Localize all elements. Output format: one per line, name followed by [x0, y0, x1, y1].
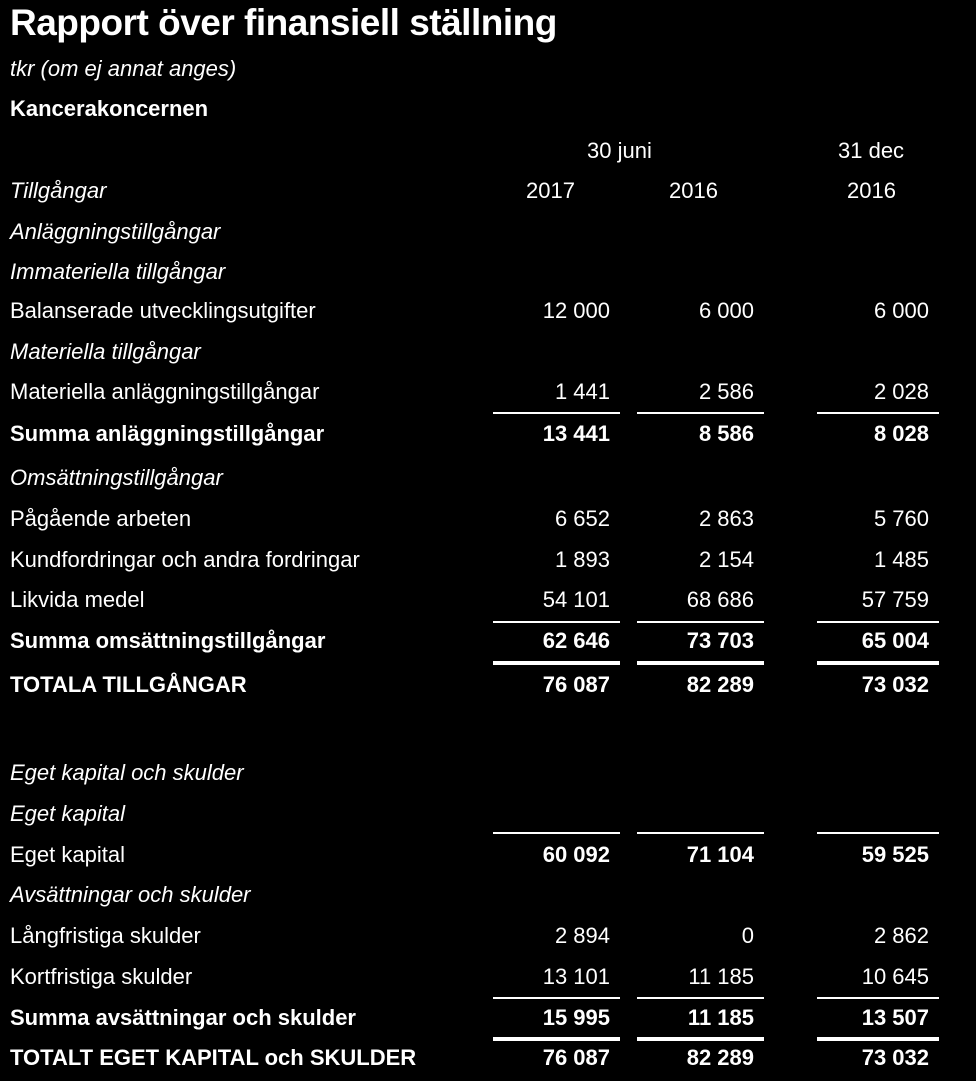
report-title: Rapport över finansiell ställning: [10, 2, 557, 43]
period-header-dec: 31 dec: [838, 138, 905, 163]
value-2017: 1 441: [554, 379, 610, 404]
table-row: [0, 506, 976, 542]
value-2016-dec: 59 525: [861, 842, 929, 867]
value-2016-dec: 10 645: [861, 964, 929, 989]
value-2016-june: 11 185: [688, 964, 754, 989]
value-2016-dec: 8 028: [873, 421, 929, 446]
sum-rule: [817, 621, 939, 623]
assets-column-label: Tillgångar: [10, 178, 107, 203]
value-2016-dec: 73 032: [861, 1045, 929, 1070]
value-2016-june: 2 863: [698, 506, 754, 531]
report-subtitle: tkr (om ej annat anges): [10, 56, 237, 81]
value-2016-june: 8 586: [698, 421, 754, 446]
section-row: [0, 465, 976, 501]
total-rule: [493, 661, 620, 665]
table-row: [0, 298, 976, 334]
sum-rule: [493, 621, 620, 623]
period-header-june: 30 juni: [587, 138, 652, 163]
total-row: [0, 672, 976, 708]
value-2016-dec: 13 507: [861, 1005, 929, 1030]
sum-rule: [637, 412, 764, 414]
value-2017: 1 893: [554, 547, 610, 572]
row-label: Eget kapital och skulder: [10, 760, 244, 785]
value-2016-june: 2 586: [698, 379, 754, 404]
value-2016-dec: 2 028: [873, 379, 929, 404]
row-label: Eget kapital: [10, 801, 125, 826]
row-label: Summa omsättningstillgångar: [10, 628, 326, 653]
total-rule: [637, 1037, 764, 1041]
value-2017: 54 101: [542, 587, 610, 612]
row-label: Kundfordringar och andra fordringar: [10, 547, 360, 572]
row-label: Summa avsättningar och skulder: [10, 1005, 356, 1030]
value-2017: 76 087: [542, 672, 610, 697]
year-header-2017: 2017: [526, 178, 575, 203]
total-rule: [493, 1037, 620, 1041]
sum-row: [0, 421, 976, 457]
value-2016-dec: 1 485: [873, 547, 929, 572]
section-row: [0, 219, 976, 255]
table-row: [0, 923, 976, 959]
value-2016-june: 73 703: [686, 628, 754, 653]
subsection-row: [0, 882, 976, 918]
section-row: [0, 760, 976, 796]
value-2016-june: 0: [741, 923, 754, 948]
value-2017: 12 000: [542, 298, 610, 323]
sum-rule: [817, 412, 939, 414]
total-rule: [817, 1037, 939, 1041]
year-header-2016-june: 2016: [669, 178, 718, 203]
row-label: Anläggningstillgångar: [10, 219, 221, 244]
value-2016-june: 82 289: [686, 672, 754, 697]
value-2017: 13 441: [542, 421, 610, 446]
value-2016-dec: 6 000: [873, 298, 929, 323]
table-row: [0, 379, 976, 415]
table-row: [0, 964, 976, 1000]
subsection-row: [0, 259, 976, 295]
sum-row: [0, 628, 976, 664]
row-label: Kortfristiga skulder: [10, 964, 193, 989]
sum-rule: [637, 832, 764, 834]
value-2016-dec: 65 004: [861, 628, 929, 653]
value-2016-june: 2 154: [698, 547, 754, 572]
sum-rule: [817, 997, 939, 999]
sum-rule: [637, 997, 764, 999]
sum-rule: [817, 832, 939, 834]
value-2017: 13 101: [542, 964, 610, 989]
value-2016-dec: 2 862: [873, 923, 929, 948]
value-2017: 15 995: [542, 1005, 610, 1030]
value-2016-dec: 5 760: [873, 506, 929, 531]
row-label: Eget kapital: [10, 842, 125, 867]
value-2016-dec: 57 759: [861, 587, 929, 612]
total-rule: [637, 661, 764, 665]
sum-rule: [637, 621, 764, 623]
row-label: Materiella tillgångar: [10, 339, 201, 364]
row-label: Materiella anläggningstillgångar: [10, 379, 320, 404]
year-header-2016-dec: 2016: [847, 178, 896, 203]
row-label: Avsättningar och skulder: [10, 882, 251, 907]
sum-rule: [493, 832, 620, 834]
row-label: Immateriella tillgångar: [10, 259, 226, 284]
table-row: [0, 547, 976, 583]
subsection-row: [0, 339, 976, 375]
value-2016-dec: 73 032: [861, 672, 929, 697]
company-name: Kancerakoncernen: [10, 96, 209, 121]
row-label: Pågående arbeten: [10, 506, 192, 531]
total-row: [0, 1045, 976, 1081]
row-label: Summa anläggningstillgångar: [10, 421, 325, 446]
value-2017: 2 894: [554, 923, 610, 948]
row-label: TOTALA TILLGÅNGAR: [10, 672, 247, 697]
value-2016-june: 6 000: [698, 298, 754, 323]
sum-rule: [493, 412, 620, 414]
table-row: [0, 842, 976, 878]
value-2016-june: 68 686: [686, 587, 754, 612]
table-row: [0, 587, 976, 623]
row-label: Balanserade utvecklingsutgifter: [10, 298, 316, 323]
value-2016-june: 11 185: [687, 1005, 754, 1030]
sum-rule: [493, 997, 620, 999]
row-label: Långfristiga skulder: [10, 923, 201, 948]
value-2016-june: 71 104: [686, 842, 754, 867]
value-2017: 76 087: [542, 1045, 610, 1070]
value-2017: 60 092: [542, 842, 610, 867]
row-label: TOTALT EGET KAPITAL och SKULDER: [10, 1045, 417, 1070]
value-2017: 6 652: [554, 506, 610, 531]
value-2017: 62 646: [542, 628, 610, 653]
sum-row: [0, 1005, 976, 1041]
value-2016-june: 82 289: [686, 1045, 754, 1070]
row-label: Likvida medel: [10, 587, 145, 612]
row-label: Omsättningstillgångar: [10, 465, 223, 490]
total-rule: [817, 661, 939, 665]
